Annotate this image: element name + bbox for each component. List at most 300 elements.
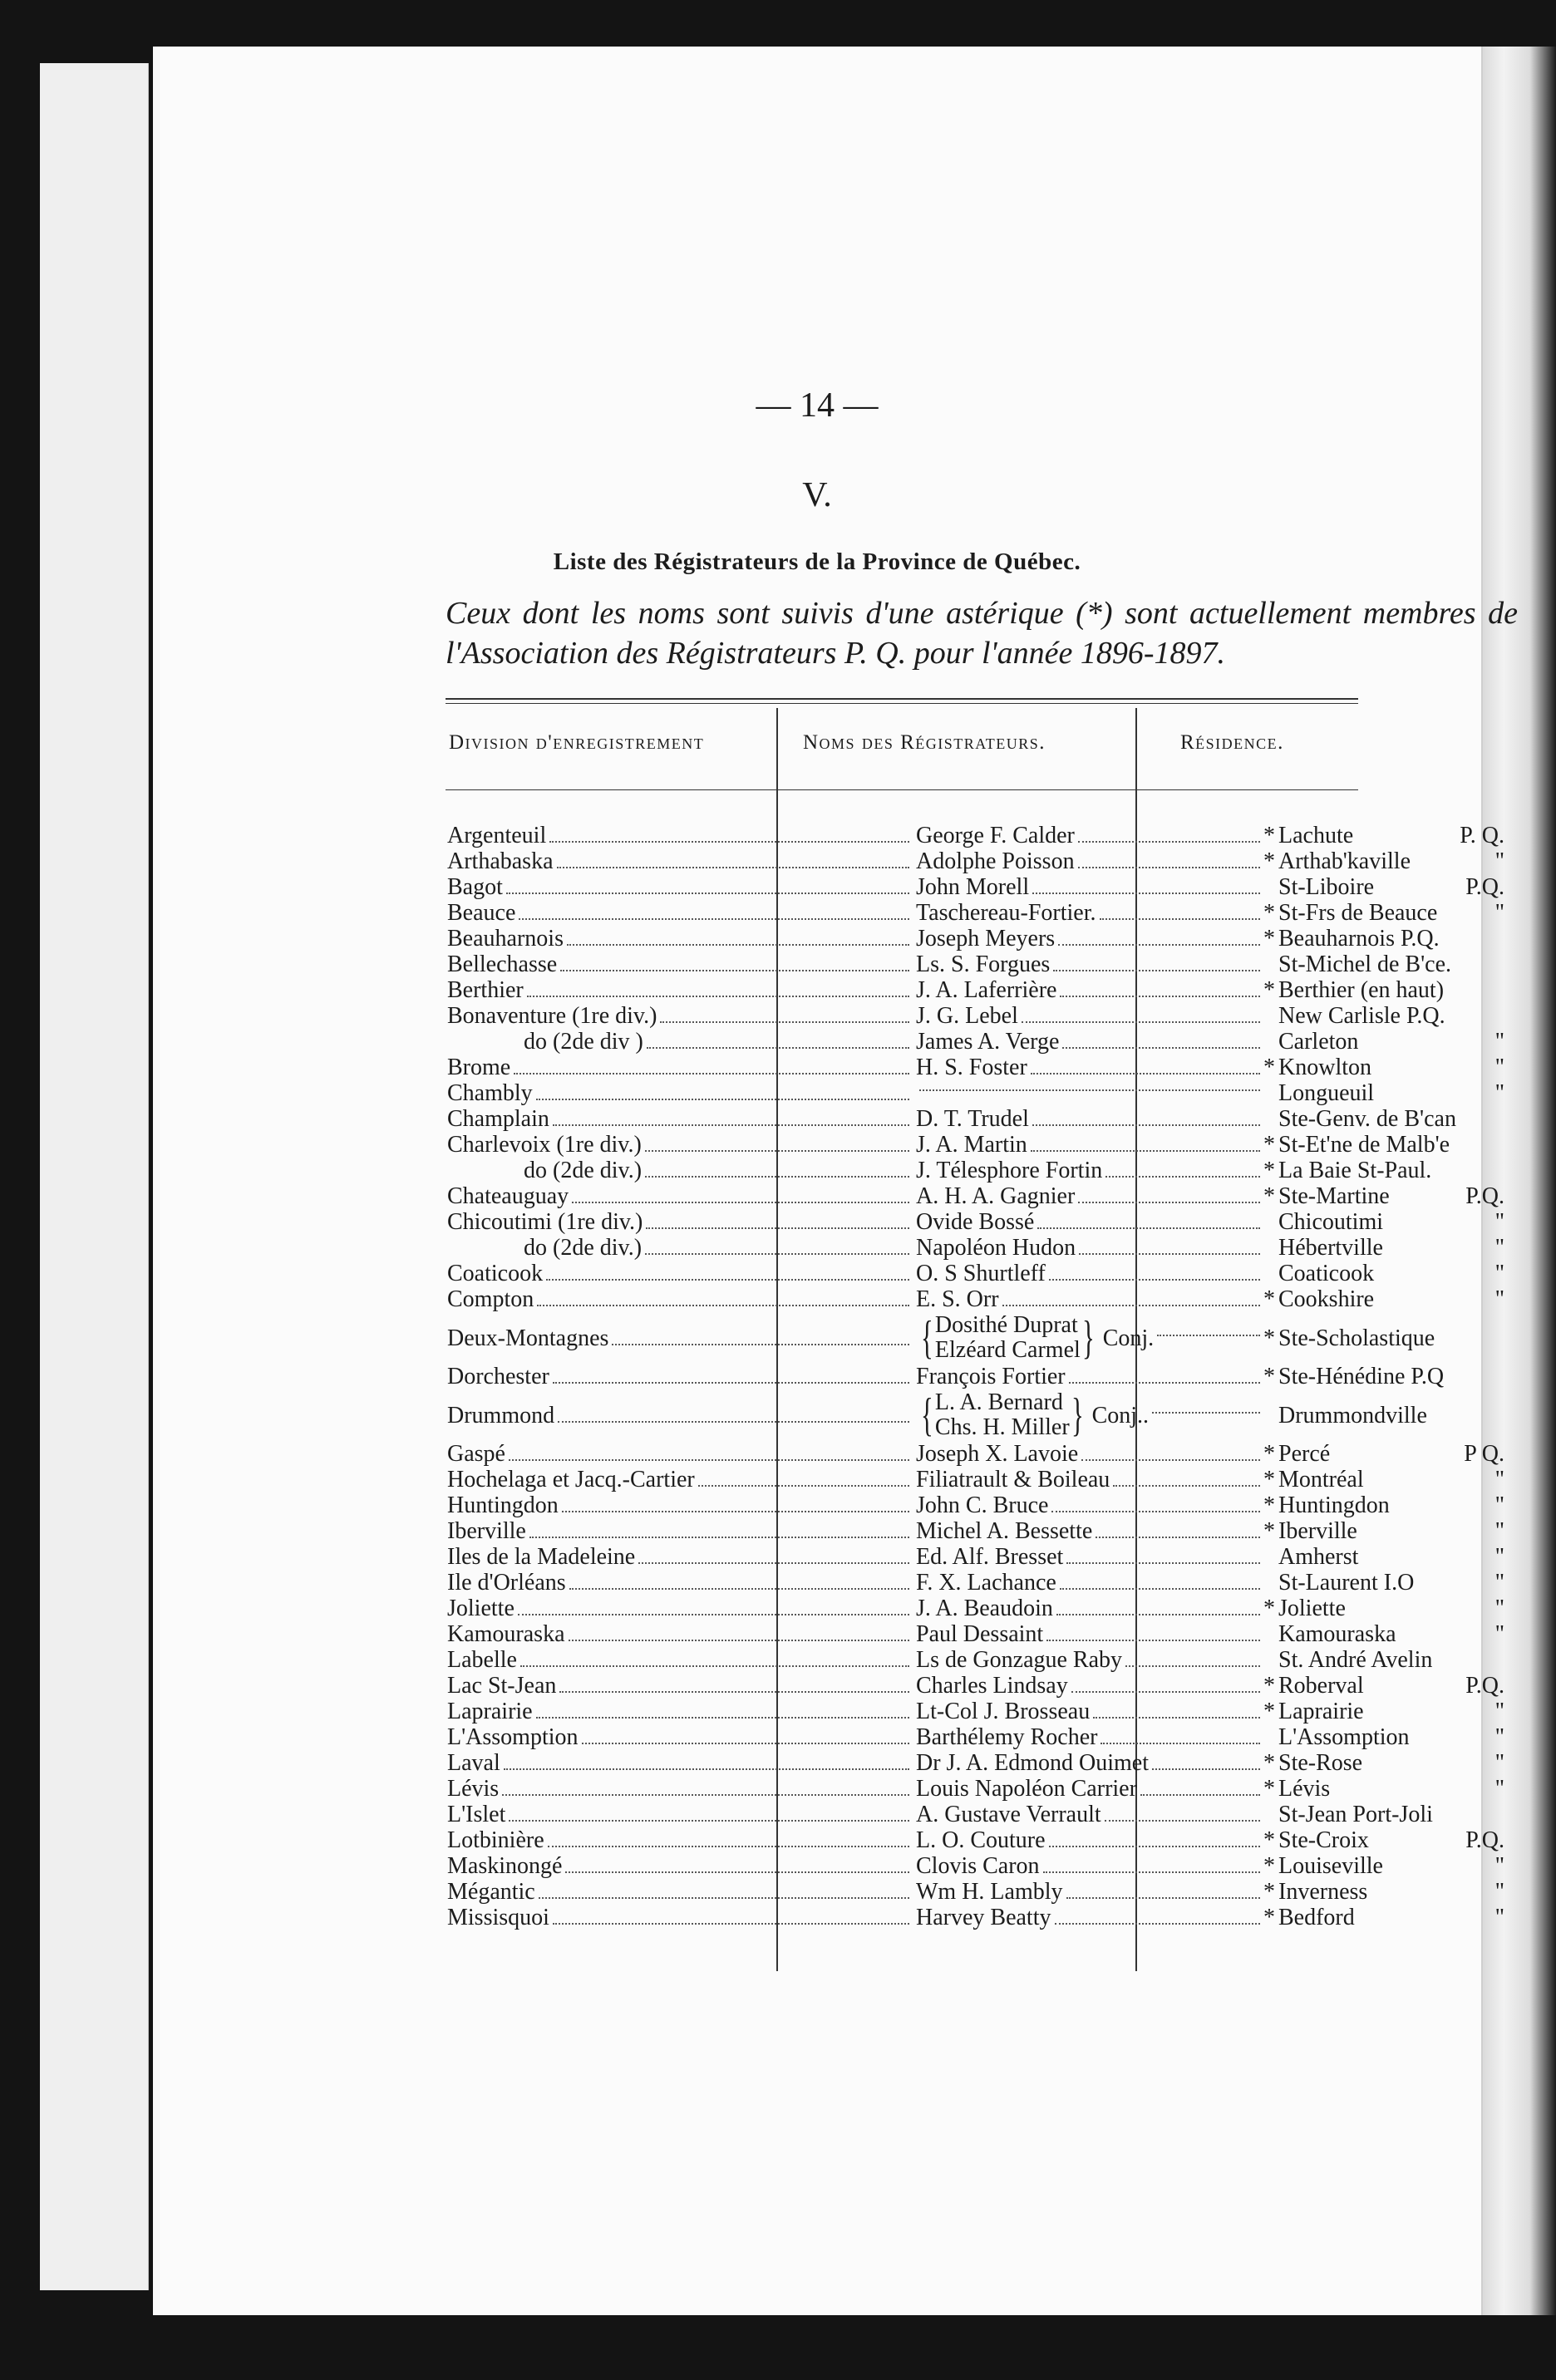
registrars-table (444, 823, 1509, 1930)
member-asterisk: * (1263, 1492, 1275, 1518)
residence-suffix: " (1494, 1261, 1504, 1286)
residence-name: Amherst (1278, 1544, 1359, 1570)
residence-suffix: " (1494, 1209, 1504, 1235)
division-name: do (2de div ) (524, 1029, 643, 1055)
table-row (444, 1209, 1509, 1235)
residence-cell (1275, 977, 1509, 1003)
table-row (444, 1235, 1509, 1261)
table-row (444, 1853, 1509, 1879)
division-cell (444, 1055, 913, 1080)
member-asterisk: * (1263, 1776, 1275, 1802)
table-row (444, 1905, 1509, 1930)
division-name: Iles de la Madeleine (447, 1544, 636, 1570)
residence-name: Beauharnois P.Q. (1278, 926, 1440, 952)
division-name: Iberville (447, 1518, 526, 1544)
table-row (444, 848, 1509, 874)
division-cell (444, 1699, 913, 1724)
residence-suffix: P Q. (1464, 1441, 1504, 1467)
registrar-name: George F. Calder (916, 823, 1075, 848)
table-row (444, 1003, 1509, 1029)
division-cell (444, 1441, 913, 1467)
registrar-name: François Fortier (916, 1364, 1066, 1389)
division-cell (444, 1467, 913, 1492)
registrar-cell (913, 1827, 1275, 1853)
division-cell (444, 1827, 913, 1853)
division-name: Berthier (447, 977, 524, 1003)
residence-name: Inverness (1278, 1879, 1368, 1905)
registrar-cell (913, 1029, 1275, 1055)
table-row (444, 1132, 1509, 1158)
division-cell (444, 1879, 913, 1905)
division-name: Joliette (447, 1596, 515, 1621)
table-row (444, 1570, 1509, 1596)
conj-label: Conj. (1102, 1325, 1155, 1351)
division-cell (444, 1596, 913, 1621)
residence-name: Louiseville (1278, 1853, 1383, 1879)
registrar-cell (913, 1312, 1275, 1364)
table-row (444, 1029, 1509, 1055)
member-asterisk: * (1263, 1055, 1275, 1080)
registrar-cell (913, 900, 1275, 926)
registrar-cell (913, 952, 1275, 977)
header-noms: Noms des Régistrateurs. (803, 731, 1046, 754)
registrar-cell (913, 1467, 1275, 1492)
division-cell (444, 1261, 913, 1286)
residence-name: St-Jean Port-Joli (1278, 1802, 1433, 1827)
residence-suffix: P.Q. (1465, 1827, 1504, 1853)
residence-cell (1275, 1673, 1509, 1699)
residence-name: Knowlton (1278, 1055, 1371, 1080)
member-asterisk: * (1263, 1158, 1275, 1183)
division-name: Laprairie (447, 1699, 533, 1724)
residence-name: Bedford (1278, 1905, 1355, 1930)
member-asterisk: * (1263, 1518, 1275, 1544)
residence-cell (1275, 1261, 1509, 1286)
member-asterisk: * (1263, 1750, 1275, 1776)
registrar-name: Chs. H. Miller (934, 1414, 1070, 1440)
division-cell (444, 1621, 913, 1647)
residence-name: New Carlisle P.Q. (1278, 1003, 1445, 1029)
registrar-cell (913, 823, 1275, 848)
registrar-name: Wm H. Lambly (916, 1879, 1063, 1905)
division-cell (444, 1853, 913, 1879)
division-name: Lac St-Jean (447, 1673, 557, 1699)
registrar-cell (913, 1003, 1275, 1029)
registrar-cell (913, 1750, 1275, 1776)
residence-cell (1275, 1286, 1509, 1312)
residence-name: St. André Avelin (1278, 1647, 1433, 1673)
division-name: Argenteuil (447, 823, 547, 848)
residence-cell (1275, 900, 1509, 926)
division-name: Compton (447, 1286, 534, 1312)
registrar-cell (913, 1621, 1275, 1647)
registrar-name: J. A. Martin (916, 1132, 1027, 1158)
registrars-table-body (444, 823, 1509, 1930)
residence-suffix: P.Q. (1465, 1183, 1504, 1209)
division-name: Chicoutimi (1re div.) (447, 1209, 643, 1235)
division-cell (444, 1235, 913, 1261)
division-name: L'Assomption (447, 1724, 579, 1750)
list-title: Liste des Régistrateurs de la Province de Québec. (553, 548, 1081, 575)
residence-name: St-Liboire (1278, 874, 1375, 900)
division-name: Dorchester (447, 1364, 549, 1389)
table-row (444, 1596, 1509, 1621)
member-asterisk: * (1263, 1596, 1275, 1621)
residence-suffix: " (1494, 900, 1504, 926)
brace-group: { L. A. Bernard Chs. H. Miller } Conj.. (921, 1389, 1150, 1441)
division-name: do (2de div.) (524, 1158, 643, 1183)
member-asterisk: * (1263, 1467, 1275, 1492)
residence-cell (1275, 1183, 1509, 1209)
registrar-cell (913, 1853, 1275, 1879)
residence-cell (1275, 1596, 1509, 1621)
registrar-name: John Morell (916, 874, 1030, 900)
division-cell (444, 1364, 913, 1389)
table-row (444, 1673, 1509, 1699)
residence-name: Kamouraska (1278, 1621, 1396, 1647)
residence-name: Drummondville (1278, 1402, 1427, 1428)
member-asterisk: * (1263, 848, 1275, 874)
registrar-name: Charles Lindsay (916, 1673, 1068, 1699)
table-row (444, 1080, 1509, 1106)
division-cell (444, 1158, 913, 1183)
header-division: Division d'enregistrement (449, 731, 705, 754)
table-row (444, 1261, 1509, 1286)
residence-cell (1275, 1106, 1509, 1132)
residence-cell (1275, 823, 1509, 848)
registrar-name: J. Télesphore Fortin (916, 1158, 1103, 1183)
residence-suffix: " (1494, 1905, 1504, 1930)
table-row (444, 1827, 1509, 1853)
division-cell (444, 952, 913, 977)
residence-suffix: " (1494, 1518, 1504, 1544)
registrar-cell (913, 1132, 1275, 1158)
residence-cell (1275, 1905, 1509, 1930)
residence-suffix: " (1494, 1570, 1504, 1596)
registrar-name: L. A. Bernard (934, 1389, 1063, 1415)
residence-cell (1275, 1235, 1509, 1261)
section-heading: V. (802, 476, 832, 514)
residence-cell (1275, 1647, 1509, 1673)
registrar-name: L. O. Couture (916, 1827, 1046, 1853)
registrar-name: E. S. Orr (916, 1286, 999, 1312)
registrar-cell (913, 977, 1275, 1003)
registrar-name: Lt-Col J. Brosseau (916, 1699, 1091, 1724)
member-asterisk: * (1263, 1699, 1275, 1724)
table-row (444, 1364, 1509, 1389)
residence-suffix: " (1494, 1492, 1504, 1518)
registrar-cell (913, 1802, 1275, 1827)
residence-suffix: " (1494, 1544, 1504, 1570)
residence-cell (1275, 1724, 1509, 1750)
registrar-cell (913, 1183, 1275, 1209)
division-cell (444, 1003, 913, 1029)
residence-cell (1275, 1802, 1509, 1827)
division-cell (444, 874, 913, 900)
residence-name: St-Michel de B'ce. (1278, 952, 1451, 977)
registrar-name: Barthélemy Rocher (916, 1724, 1098, 1750)
division-cell (444, 1080, 913, 1106)
division-name: Gaspé (447, 1441, 505, 1467)
residence-suffix: " (1494, 1699, 1504, 1724)
registrar-cell (913, 1389, 1275, 1441)
registrar-cell (913, 1286, 1275, 1312)
residence-name: Coaticook (1278, 1261, 1375, 1286)
division-name: Ile d'Orléans (447, 1570, 566, 1596)
residence-cell (1275, 1029, 1509, 1055)
residence-name: Lachute (1278, 823, 1354, 848)
division-cell (444, 1776, 913, 1802)
registrar-name: Filiatrault & Boileau (916, 1467, 1110, 1492)
residence-name: La Baie St-Paul. (1278, 1158, 1432, 1183)
registrar-cell (913, 1518, 1275, 1544)
residence-suffix: " (1494, 1853, 1504, 1879)
residence-name: St-Et'ne de Malb'e (1278, 1132, 1450, 1158)
division-name: Huntingdon (447, 1492, 559, 1518)
table-row (444, 823, 1509, 848)
residence-name: Ste-Scholastique (1278, 1325, 1435, 1351)
table-row (444, 977, 1509, 1003)
member-asterisk: * (1263, 823, 1275, 848)
registrar-name: F. X. Lachance (916, 1570, 1056, 1596)
header-residence: Résidence. (1180, 731, 1284, 754)
residence-suffix: " (1494, 1080, 1504, 1106)
residence-cell (1275, 1518, 1509, 1544)
registrar-cell (913, 848, 1275, 874)
registrar-name: Harvey Beatty (916, 1905, 1051, 1930)
registrar-name: Clovis Caron (916, 1853, 1040, 1879)
division-cell (444, 1389, 913, 1441)
residence-cell (1275, 1209, 1509, 1235)
table-top-rule-2 (446, 703, 1358, 704)
brace-group: { Dosithé Duprat Elzéard Carmel } Conj. (921, 1312, 1155, 1364)
division-name: Chambly (447, 1080, 533, 1106)
registrar-cell (913, 1544, 1275, 1570)
residence-name: Lévis (1278, 1776, 1331, 1802)
division-cell (444, 1029, 913, 1055)
division-cell (444, 1209, 913, 1235)
table-row (444, 1544, 1509, 1570)
residence-name: Ste-Rose (1278, 1750, 1363, 1776)
residence-cell (1275, 1621, 1509, 1647)
member-asterisk: * (1263, 1827, 1275, 1853)
table-row (444, 1518, 1509, 1544)
table-row (444, 1158, 1509, 1183)
residence-name: Ste-Hénédine P.Q (1278, 1364, 1445, 1389)
division-name: Drummond (447, 1402, 555, 1428)
division-cell (444, 926, 913, 952)
registrar-cell (913, 1364, 1275, 1389)
registrar-name: Paul Dessaint (916, 1621, 1044, 1647)
division-cell (444, 1905, 913, 1930)
registrar-name: Ed. Alf. Bresset (916, 1544, 1064, 1570)
residence-cell (1275, 926, 1509, 952)
member-asterisk: * (1263, 1325, 1275, 1351)
division-name: Beauce (447, 900, 516, 926)
residence-cell (1275, 1158, 1509, 1183)
division-name: Coaticook (447, 1261, 544, 1286)
residence-cell (1275, 1750, 1509, 1776)
division-cell (444, 848, 913, 874)
registrar-name: J. G. Lebel (916, 1003, 1018, 1029)
registrar-name: O. S Shurtleff (916, 1261, 1046, 1286)
division-name: Missisquoi (447, 1905, 549, 1930)
member-asterisk: * (1263, 926, 1275, 952)
division-name: Champlain (447, 1106, 549, 1132)
residence-name: Ste-Croix (1278, 1827, 1369, 1853)
residence-name: Joliette (1278, 1596, 1346, 1621)
registrar-name: Dosithé Duprat (934, 1312, 1078, 1338)
registrar-cell (913, 1106, 1275, 1132)
division-name: Bellechasse (447, 952, 558, 977)
member-asterisk: * (1263, 1853, 1275, 1879)
division-name: Lotbinière (447, 1827, 544, 1853)
residence-cell (1275, 1003, 1509, 1029)
residence-suffix: " (1494, 1621, 1504, 1647)
registrar-cell (913, 926, 1275, 952)
registrar-cell (913, 1724, 1275, 1750)
member-asterisk: * (1263, 1286, 1275, 1312)
registrar-name: J. A. Beaudoin (916, 1596, 1053, 1621)
residence-cell (1275, 1364, 1509, 1389)
division-cell (444, 823, 913, 848)
table-row (444, 1776, 1509, 1802)
page-number: — 14 — (756, 386, 879, 425)
member-asterisk: * (1263, 1441, 1275, 1467)
registrar-name: James A. Verge (916, 1029, 1060, 1055)
registrar-name: Joseph X. Lavoie (916, 1441, 1079, 1467)
residence-name: Arthab'kaville (1278, 848, 1411, 874)
registrar-name: Napoléon Hudon (916, 1235, 1076, 1261)
registrar-name: H. S. Foster (916, 1055, 1027, 1080)
residence-name: Chicoutimi (1278, 1209, 1383, 1235)
division-name: Charlevoix (1re div.) (447, 1132, 642, 1158)
intro-paragraph: Ceux dont les noms sont suivis d'une astérique (*) sont actuellement membres de l'Association des Régistrateurs P. Q. pour l'année 1896-1897. (446, 596, 1518, 671)
residence-name: Berthier (en haut) (1278, 977, 1445, 1003)
registrar-name: Adolphe Poisson (916, 848, 1075, 874)
residence-name: Percé (1278, 1441, 1331, 1467)
residence-name: St-Laurent I.O (1278, 1570, 1415, 1596)
table-row (444, 1441, 1509, 1467)
residence-cell (1275, 1132, 1509, 1158)
table-row (444, 1750, 1509, 1776)
division-cell (444, 1673, 913, 1699)
registrar-name: John C. Bruce (916, 1492, 1049, 1518)
residence-cell (1275, 874, 1509, 900)
table-row (444, 1183, 1509, 1209)
member-asterisk: * (1263, 1673, 1275, 1699)
residence-cell (1275, 1853, 1509, 1879)
table-row (444, 1802, 1509, 1827)
table-row (444, 1621, 1509, 1647)
division-name: Hochelaga et Jacq.-Cartier (447, 1467, 695, 1492)
registrar-name: Joseph Meyers (916, 926, 1056, 952)
residence-cell (1275, 1827, 1509, 1853)
registrar-cell (913, 1158, 1275, 1183)
division-name: Brome (447, 1055, 511, 1080)
registrar-cell (913, 874, 1275, 900)
registrar-name: Taschereau-Fortier. (916, 900, 1096, 926)
division-name: Mégantic (447, 1879, 535, 1905)
table-top-rule (446, 698, 1358, 700)
division-name: Chateauguay (447, 1183, 569, 1209)
member-asterisk: * (1263, 1905, 1275, 1930)
registrar-name: Michel A. Bessette (916, 1518, 1093, 1544)
division-name: Labelle (447, 1647, 517, 1673)
registrar-cell (913, 1699, 1275, 1724)
conj-label: Conj.. (1091, 1402, 1150, 1428)
table-row (444, 1699, 1509, 1724)
table-row (444, 1879, 1509, 1905)
division-name: Laval (447, 1750, 500, 1776)
division-name: Deux-Montagnes (447, 1325, 609, 1351)
division-cell (444, 977, 913, 1003)
registrar-name: A. H. A. Gagnier (916, 1183, 1076, 1209)
division-cell (444, 900, 913, 926)
table-row (444, 926, 1509, 952)
member-asterisk: * (1263, 1364, 1275, 1389)
registrar-name: Dr J. A. Edmond Ouimet (916, 1750, 1149, 1776)
table-row (444, 952, 1509, 977)
residence-suffix: " (1494, 1776, 1504, 1802)
table-row (444, 1106, 1509, 1132)
registrar-cell (913, 1055, 1275, 1080)
residence-suffix: P.Q. (1465, 1673, 1504, 1699)
residence-name: Carleton (1278, 1029, 1359, 1055)
table-row (444, 1492, 1509, 1518)
registrar-cell (913, 1235, 1275, 1261)
residence-cell (1275, 1492, 1509, 1518)
division-cell (444, 1183, 913, 1209)
division-cell (444, 1802, 913, 1827)
division-name: Kamouraska (447, 1621, 565, 1647)
residence-suffix: " (1494, 1029, 1504, 1055)
registrar-cell (913, 1596, 1275, 1621)
registrar-cell (913, 1673, 1275, 1699)
residence-name: Cookshire (1278, 1286, 1375, 1312)
residence-name: Laprairie (1278, 1699, 1364, 1724)
residence-cell (1275, 1544, 1509, 1570)
residence-suffix: P.Q. (1465, 874, 1504, 900)
member-asterisk: * (1263, 1879, 1275, 1905)
registrar-name: Ls. S. Forgues (916, 952, 1051, 977)
residence-name: Ste-Genv. de B'can (1278, 1106, 1456, 1132)
residence-name: Huntingdon (1278, 1492, 1390, 1518)
division-cell (444, 1570, 913, 1596)
residence-suffix: " (1494, 1879, 1504, 1905)
table-row (444, 1647, 1509, 1673)
residence-suffix: " (1494, 1286, 1504, 1312)
division-cell (444, 1647, 913, 1673)
table-row (444, 874, 1509, 900)
registrar-cell (913, 1905, 1275, 1930)
residence-name: Longueuil (1278, 1080, 1375, 1106)
residence-suffix: " (1494, 848, 1504, 874)
division-cell (444, 1750, 913, 1776)
division-name: Bagot (447, 874, 503, 900)
division-name: Beauharnois (447, 926, 564, 952)
residence-cell (1275, 1080, 1509, 1106)
division-cell (444, 1544, 913, 1570)
registrar-name: Ls de Gonzague Raby (916, 1647, 1123, 1673)
residence-cell (1275, 1570, 1509, 1596)
division-cell (444, 1724, 913, 1750)
residence-suffix: " (1494, 1235, 1504, 1261)
header-bottom-rule (446, 789, 1358, 790)
division-cell (444, 1492, 913, 1518)
residence-suffix: " (1494, 1467, 1504, 1492)
division-cell (444, 1286, 913, 1312)
